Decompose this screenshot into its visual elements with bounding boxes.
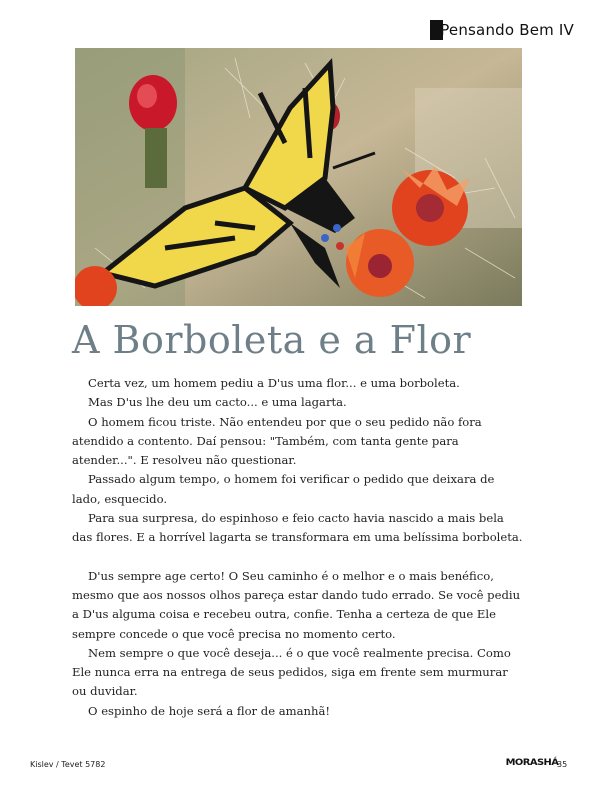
article-paragraph: O espinho de hoje será a flor de amanhã! <box>88 703 331 718</box>
section-title: Pensando Bem IV <box>440 21 574 39</box>
section-header <box>430 20 574 40</box>
article-body <box>72 374 524 721</box>
issue-label: Kislev / Tevet 5782 <box>30 760 106 769</box>
photo-illustration <box>75 48 522 306</box>
article-title: A Borboleta e a Flor <box>72 318 472 362</box>
article-paragraph: Certa vez, um homem pediu a D'us uma flor... e uma borboleta. <box>88 376 460 390</box>
magazine-logo: MORASHÁ <box>505 758 559 768</box>
article-paragraph: Para sua surpresa, do espinhoso e feio cacto havia nascido a mais bela das flores. E a horrível lagarta se transformara em uma belíssima borboleta. <box>72 511 523 545</box>
article-paragraph: Passado algum tempo, o homem foi verificar o pedido que deixara de lado, esquecido. <box>72 472 495 506</box>
butterfly-cactus-photo <box>75 48 522 306</box>
page-number: 35 <box>557 760 568 769</box>
article-paragraph: Nem sempre o que você deseja... é o que você realmente precisa. Como Ele nunca erra na entrega de seus pedidos, siga em frente sem murmurar ou duvidar. <box>72 645 511 699</box>
article-paragraph: Mas D'us lhe deu um cacto... e uma lagarta. <box>88 395 347 410</box>
paragraph-spacer <box>72 548 524 567</box>
article-paragraph: D'us sempre age certo! O Seu caminho é o melhor e o mais benéfico, mesmo que aos nossos olhos pareça estar dando tudo errado. Se você pediu a D'us alguma coisa e recebeu outra, confie. Tenha a certeza de que Ele sempre concede o que você precisa no momento certo. <box>72 568 521 641</box>
article-paragraph: O homem ficou triste. Não entendeu por que o seu pedido não fora atendido a contento. Daí pensou: "Também, com tanta gente para atender...". E resolveu não questionar. <box>72 414 482 468</box>
